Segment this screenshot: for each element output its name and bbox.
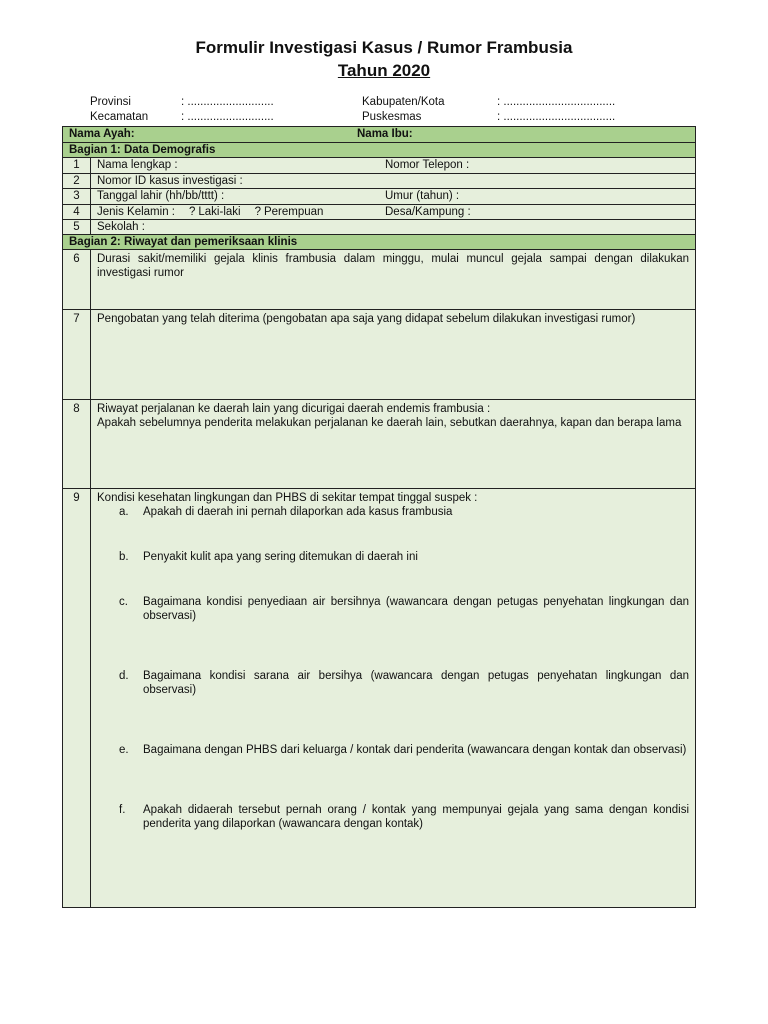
question-9-intro: Kondisi kesehatan lingkungan dan PHBS di sekitar tempat tinggal suspek :: [97, 492, 478, 504]
question-row: [63, 310, 696, 400]
umur-field[interactable]: Umur (tahun) :: [385, 190, 460, 202]
tanggal-lahir-field[interactable]: Tanggal lahir (hh/bb/tttt) :: [97, 190, 225, 202]
table-row: [63, 174, 696, 189]
puskesmas-label: Puskesmas: [362, 111, 422, 123]
table-row: [63, 158, 696, 174]
item-letter: f.: [119, 804, 126, 816]
question-6-answer-area[interactable]: [91, 250, 696, 310]
list-item: [119, 669, 689, 697]
section-1-header: [63, 143, 696, 158]
provinsi-label: Provinsi: [90, 96, 131, 108]
question-row: [63, 489, 696, 908]
section-2-header: [63, 235, 696, 250]
list-item: [119, 550, 689, 564]
form-title: Formulir Investigasi Kasus / Rumor Frambusia: [195, 38, 573, 57]
row-number: 3: [63, 189, 91, 205]
question-8-line2: Apakah sebelumnya penderita melakukan perjalanan ke daerah lain, sebutkan daerahnya, kapan dan berapa lama: [97, 417, 682, 429]
item-text: Bagaimana dengan PHBS dari keluarga / kontak dari penderita (wawancara dengan kontak dan observasi): [143, 744, 687, 756]
item-text: Apakah didaerah tersebut pernah orang / kontak yang mempunyai gejala yang sama dengan kondisi penderita yang dilaporkan (wawancara dengan kontak): [143, 804, 689, 830]
list-item: [119, 743, 689, 757]
kecamatan-field[interactable]: : ...........................: [181, 111, 274, 123]
row-number: 9: [63, 489, 91, 908]
item-text: Apakah di daerah ini pernah dilaporkan ada kasus frambusia: [143, 506, 453, 518]
item-letter: d.: [119, 670, 129, 682]
item-text: Penyakit kulit apa yang sering ditemukan di daerah ini: [143, 551, 418, 563]
list-item: [119, 595, 689, 623]
checkbox-icon[interactable]: ?: [188, 206, 196, 218]
nama-ayah-field[interactable]: Nama Ayah:: [69, 128, 135, 140]
table-row: [63, 189, 696, 205]
checkbox-icon[interactable]: ?: [254, 206, 261, 218]
item-letter: b.: [119, 551, 129, 563]
table-row: [63, 205, 696, 220]
kabupaten-label: Kabupaten/Kota: [362, 96, 445, 108]
option-perempuan: Perempuan: [263, 206, 324, 218]
row-number: 1: [63, 158, 91, 174]
nomor-telepon-field[interactable]: Nomor Telepon :: [385, 159, 470, 171]
question-7-answer-area[interactable]: [91, 310, 696, 400]
form-year: Tahun 2020: [337, 61, 431, 80]
kabupaten-field[interactable]: : ...................................: [497, 96, 616, 108]
row-number: 7: [63, 310, 91, 400]
row-number: 5: [63, 220, 91, 235]
sekolah-field[interactable]: Sekolah :: [91, 220, 696, 235]
parents-row: [63, 127, 696, 143]
puskesmas-field[interactable]: : ...................................: [497, 111, 616, 123]
option-laki-laki: Laki-laki: [198, 206, 241, 218]
desa-kampung-field[interactable]: Desa/Kampung :: [385, 206, 471, 218]
nama-lengkap-field[interactable]: Nama lengkap :: [97, 159, 178, 171]
item-text: Bagaimana kondisi penyediaan air bersihnya (wawancara dengan petugas penyehatan lingkungan dan observasi): [143, 596, 689, 622]
question-8-answer-area[interactable]: [91, 400, 696, 489]
item-letter: e.: [119, 744, 129, 756]
investigation-form-table: [62, 126, 696, 908]
row-number: 2: [63, 174, 91, 189]
kecamatan-label: Kecamatan: [90, 111, 149, 123]
item-letter: a.: [119, 506, 129, 518]
question-6-text: Durasi sakit/memiliki gejala klinis frambusia dalam minggu, mulai muncul gejala sampai dengan dilakukan investigasi rumor: [97, 253, 689, 279]
question-8-line1: Riwayat perjalanan ke daerah lain yang dicurigai daerah endemis frambusia :: [97, 403, 491, 415]
table-row: [63, 220, 696, 235]
nomor-id-field[interactable]: Nomor ID kasus investigasi :: [91, 174, 696, 189]
row-number: 8: [63, 400, 91, 489]
provinsi-field[interactable]: : ...........................: [181, 96, 274, 108]
question-row: [63, 400, 696, 489]
item-text: Bagaimana kondisi sarana air bersihya (wawancara dengan petugas penyehatan lingkungan dan observasi): [143, 670, 689, 696]
row-number: 4: [63, 205, 91, 220]
nama-ibu-field[interactable]: Nama Ibu:: [357, 128, 413, 140]
jenis-kelamin-label: Jenis Kelamin :: [97, 206, 175, 218]
question-row: [63, 250, 696, 310]
question-9-answer-area[interactable]: [91, 489, 696, 908]
list-item: [119, 505, 689, 519]
item-letter: c.: [119, 596, 128, 608]
section-1-title: Bagian 1: Data Demografis: [63, 143, 696, 158]
section-2-title: Bagian 2: Riwayat dan pemeriksaan klinis: [63, 235, 696, 250]
row-number: 6: [63, 250, 91, 310]
question-7-text: Pengobatan yang telah diterima (pengobatan apa saja yang didapat sebelum dilakukan investigasi rumor): [97, 313, 636, 325]
list-item: [119, 803, 689, 831]
